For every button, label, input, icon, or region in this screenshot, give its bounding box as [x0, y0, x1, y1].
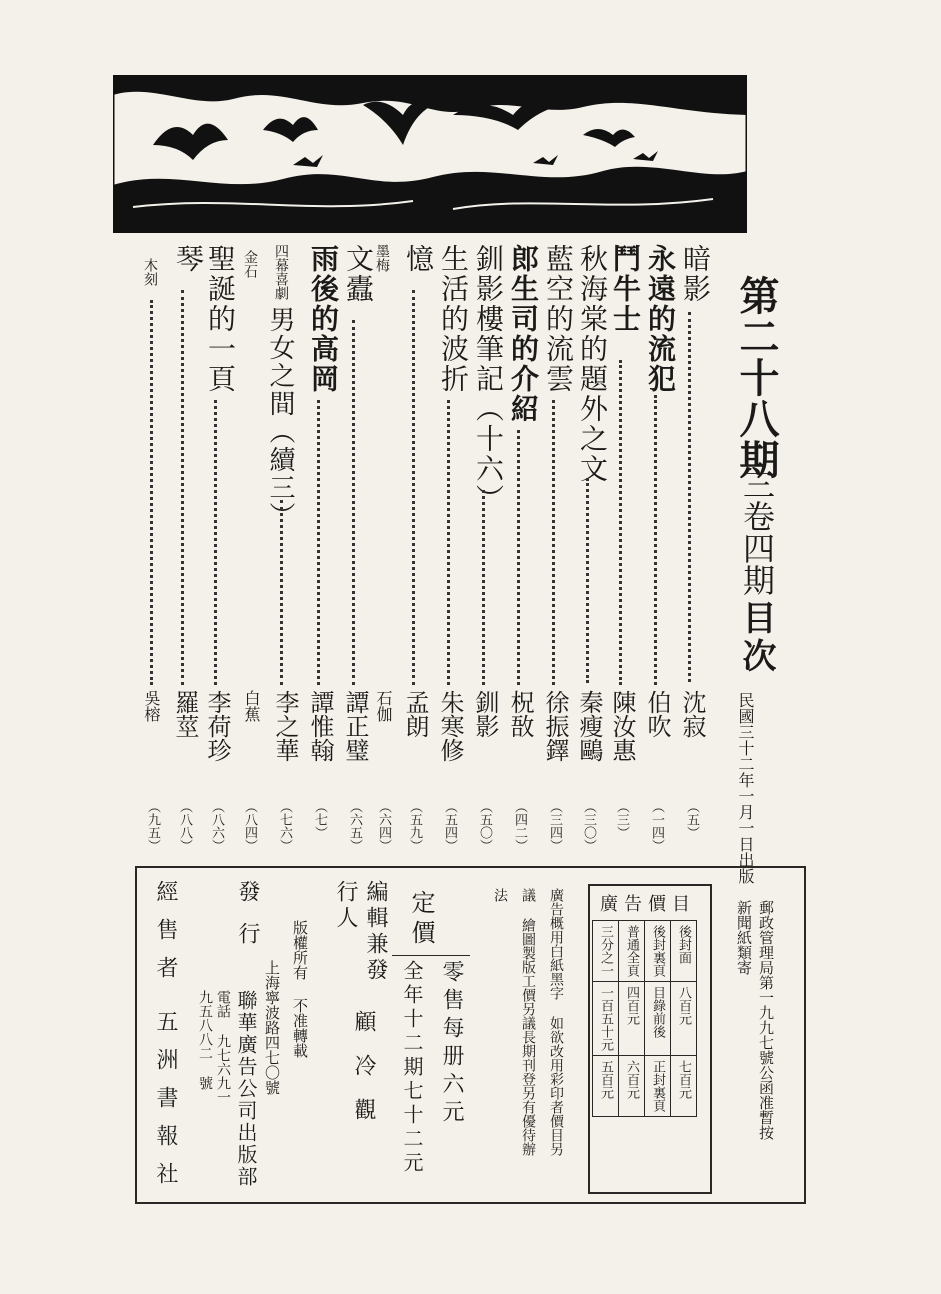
toc-page: （八六）	[209, 800, 224, 852]
toc-author: 柷敔	[506, 690, 534, 738]
toc-author: 李之華	[271, 690, 299, 762]
toc-title[interactable]: 秋海棠的題外之文	[576, 244, 609, 484]
toc-page: （八八）	[177, 800, 192, 852]
publisher-tel: 電話 九七六九一 九五八八二 號	[197, 990, 231, 1104]
toc-label: 金石	[242, 250, 258, 278]
toc-title[interactable]: 郎生司的介紹	[507, 244, 540, 424]
ad-rate-price: 七百元	[671, 1056, 697, 1117]
toc-title[interactable]: 男女之間（續三）	[265, 306, 295, 530]
toc-author: 孟朗	[401, 690, 429, 738]
ad-rate-price: 四百元	[619, 982, 645, 1056]
toc-author: 秦瘦鷗	[575, 690, 603, 762]
copyright: 版權所有 不准轉載	[291, 920, 309, 1058]
price-bracket	[392, 955, 470, 957]
ad-rate-item: 後封面	[671, 921, 697, 982]
toc-author: 石伽	[374, 690, 393, 722]
toc-title[interactable]: 暗影	[679, 244, 712, 304]
toc-author: 釧影	[471, 690, 499, 738]
price-year: 全年十二期七十二元	[400, 960, 424, 1176]
toc-page: （一四）	[649, 800, 664, 852]
toc-title[interactable]: 文蠹	[342, 244, 375, 304]
toc-author: 譚正璧	[341, 690, 369, 762]
ad-rate-item: 三分之一	[593, 921, 619, 982]
toc-page: （六四）	[376, 800, 391, 852]
toc-page: （三〇）	[581, 800, 596, 852]
toc-leader	[352, 320, 355, 685]
toc-author: 伯吹	[643, 690, 671, 738]
ad-rates-table	[592, 920, 697, 1117]
toc-leader	[317, 400, 320, 685]
toc-leader	[150, 300, 153, 685]
toc-leader	[654, 395, 657, 685]
toc-author: 李荷珍	[203, 690, 231, 762]
toc-page: （八四）	[242, 800, 257, 852]
toc-author: 陳汝惠	[608, 690, 636, 762]
toc-title[interactable]: 藍空的流雲	[542, 244, 575, 394]
issue-number: 第二十八期	[733, 275, 780, 480]
publisher-addr: 上海寧波路四七〇號	[263, 960, 281, 1095]
toc-title[interactable]: 生活的波折	[437, 244, 470, 394]
toc-title[interactable]: 鬥牛士	[609, 244, 642, 334]
distributor-name: 五洲書報社	[153, 1010, 178, 1200]
postal-notice: 郵政管理局第一九九七號公函准暫按新聞紙類寄	[735, 900, 775, 1140]
ad-rate-price: 八百元	[671, 982, 697, 1056]
toc-page: （五〇）	[477, 800, 492, 852]
toc-author: 沈寂	[678, 690, 706, 738]
publication-date: 民國三十二年一月一日出版	[736, 692, 755, 884]
ad-rates-title: 廣告價目	[600, 894, 696, 915]
toc-author: 吳榕	[142, 690, 161, 722]
toc-author: 朱寒修	[436, 690, 464, 762]
ad-rate-price: 六百元	[619, 1056, 645, 1117]
ad-rate-item: 普通全頁	[619, 921, 645, 982]
toc-author: 羅莖	[171, 690, 199, 738]
toc-title[interactable]: 釧影樓筆記（十六）	[472, 244, 505, 514]
toc-page: （五）	[684, 800, 699, 839]
toc-page: （九五）	[145, 800, 160, 852]
toc-page: （七六）	[277, 800, 292, 852]
toc-title[interactable]: 雨後的高岡	[307, 244, 340, 394]
ad-rate-price: 目錄前後	[645, 982, 671, 1056]
woodcut-banner	[113, 75, 747, 233]
toc-leader	[552, 400, 555, 685]
toc-author: 徐振鐸	[541, 690, 569, 762]
toc-page: （四二）	[512, 800, 527, 852]
toc-leader	[181, 290, 184, 685]
toc-leader	[482, 490, 485, 685]
toc-leader	[619, 360, 622, 685]
toc-title[interactable]: 聖誕的一頁	[204, 244, 237, 394]
price-single: 零售每册六元	[439, 960, 464, 1128]
toc-page: （七）	[312, 800, 327, 839]
toc-page: （三四）	[547, 800, 562, 852]
toc-leader	[447, 400, 450, 685]
publisher-label: 發行	[235, 880, 260, 964]
ad-rate-price: 一百五十元	[593, 982, 619, 1056]
toc-label: 木刻	[142, 258, 158, 286]
toc-leader	[517, 430, 520, 685]
toc-leader	[280, 500, 283, 685]
price-label: 定價	[407, 890, 435, 950]
toc-leader	[586, 478, 589, 683]
contents-heading: 目次	[736, 600, 776, 676]
editor-label: 編輯兼發行人	[333, 880, 388, 984]
toc-page: （五四）	[442, 800, 457, 852]
toc-page: （三）	[614, 800, 629, 839]
ad-rate-price: 五百元	[593, 1056, 619, 1117]
toc-leader	[688, 312, 691, 682]
ad-rate-item: 正封裏頁	[645, 1056, 671, 1117]
toc-title[interactable]: 永遠的流犯	[644, 244, 677, 394]
volume-number: 三卷四期	[738, 468, 776, 596]
toc-author: 白蕉	[242, 690, 261, 722]
ad-note: 廣告概用白紙黑字 如欲改用彩印者價目另議 繪圖製版工價另議長期刊登另有優待辦法	[492, 888, 564, 1156]
editor-name: 顧冷觀	[351, 1010, 376, 1142]
toc-author: 譚惟翰	[306, 690, 334, 762]
toc-label: 墨梅	[374, 244, 390, 272]
ad-rate-item: 後封裏頁	[645, 921, 671, 982]
toc-leader	[412, 290, 415, 685]
toc-title[interactable]: 琴	[172, 244, 205, 274]
toc-page: （五九）	[407, 800, 422, 852]
toc-leader	[214, 400, 217, 685]
toc-title[interactable]: 憶	[402, 244, 435, 274]
publisher-name: 聯華廣告公司出版部	[234, 990, 258, 1188]
toc-label: 四幕喜劇	[273, 244, 289, 300]
distributor-label: 經售者	[153, 880, 178, 994]
toc-page: （六五）	[347, 800, 362, 852]
